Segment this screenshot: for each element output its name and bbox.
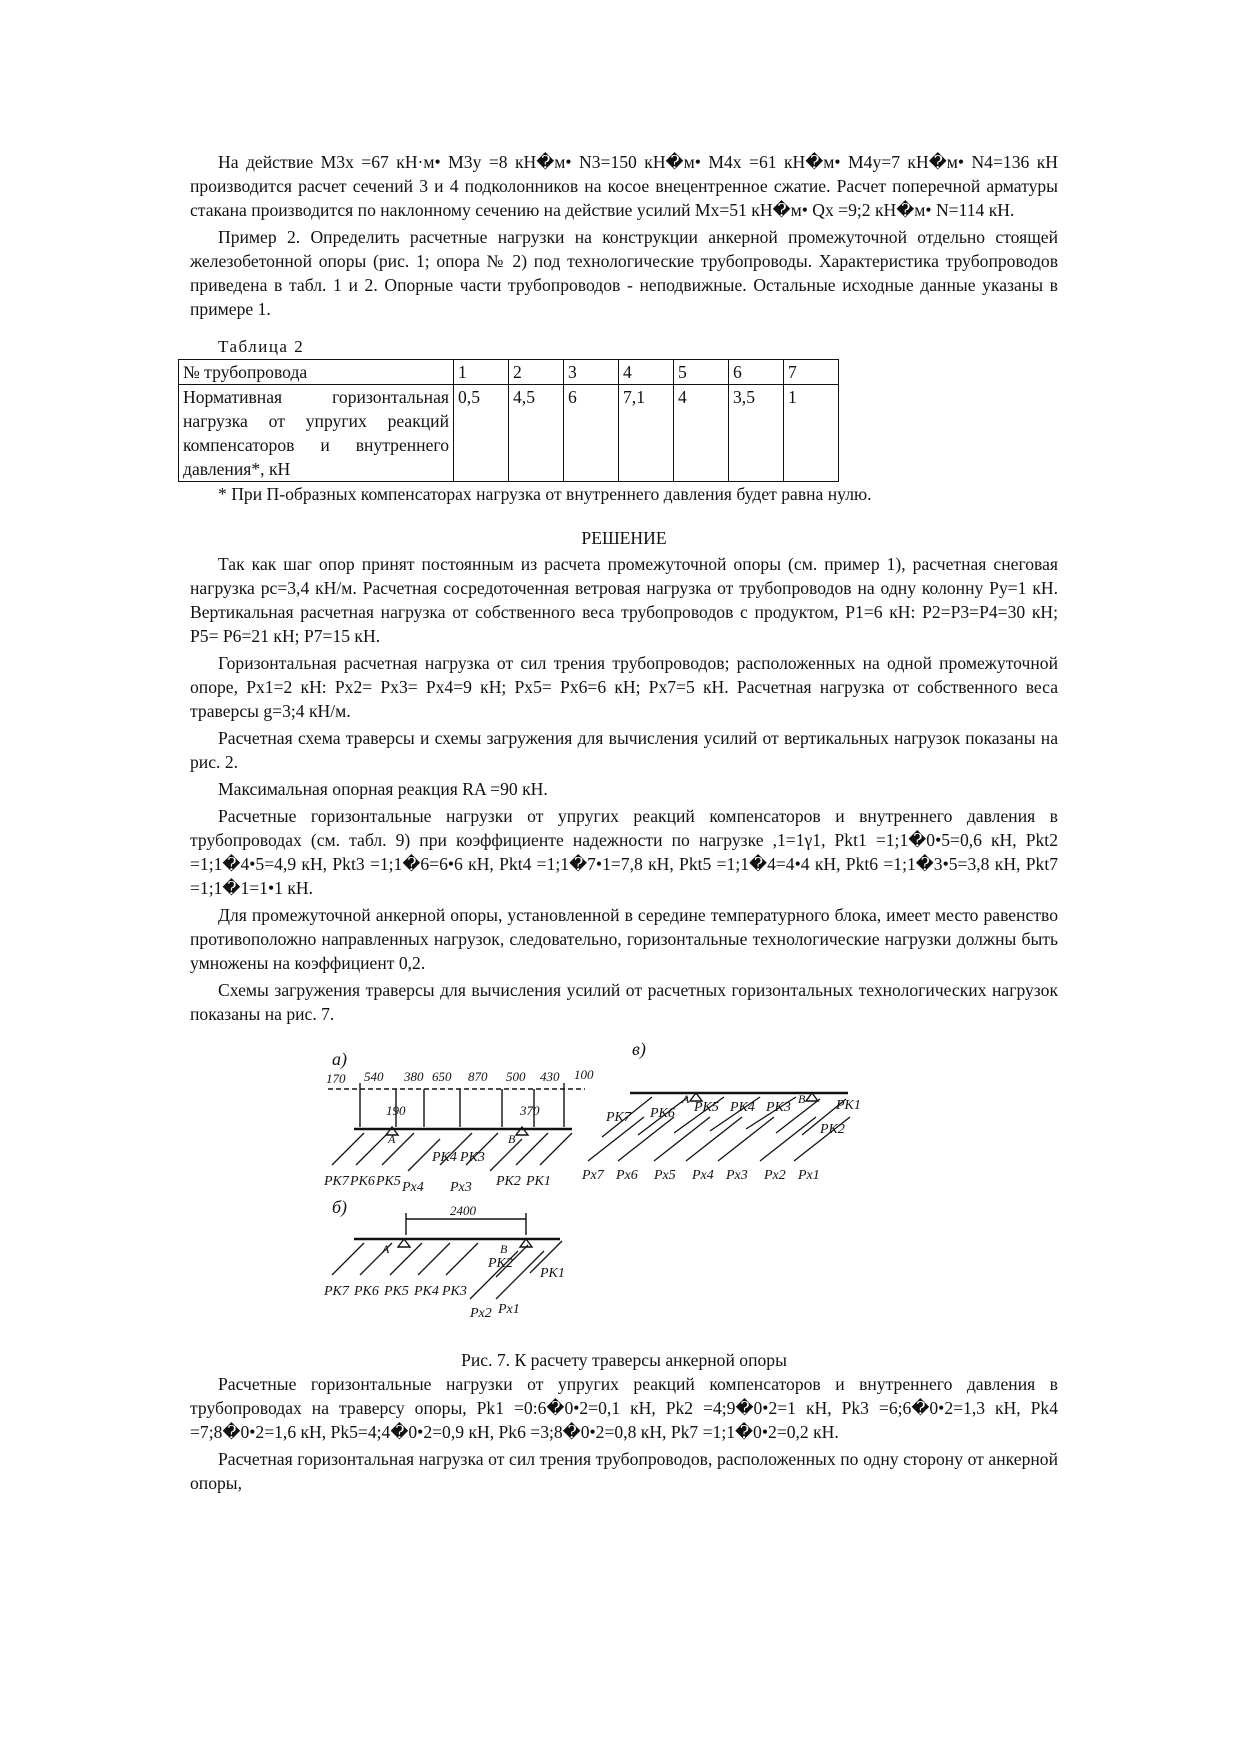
paragraph-anchor: Для промежуточной анкерной опоры, установленной в середине температурного блока, имеет место равенство противоположно направленных нагрузок, следовательно, горизонтальные технологические нагрузки должны быть умножены на коэффициент 0,2.	[190, 905, 1058, 973]
row-label: Нормативная горизонтальная нагрузка от упругих реакций компенсаторов и внутреннего давления*, кН	[179, 385, 454, 482]
paragraph-snow-load: Так как шаг опор принят постоянным из расчета промежуточной опоры (см. пример 1), расчетная снеговая нагрузка pc=3,4 кН/м. Расчетная сосредоточенная ветровая нагрузка от трубопроводов на одну колонну Py=1 кН. Вертикальная расчетная нагрузка от собственного веса трубопроводов с продуктом, P1=6 кН: P2=P3=P4=30 кН; P5= P6=21 кН; P7=15 кН.	[190, 554, 1058, 646]
pipeline-table	[178, 359, 839, 482]
support-b-v: B	[798, 1092, 806, 1106]
support-b-b: B	[500, 1242, 508, 1256]
dim: 500	[506, 1069, 526, 1084]
load-label: Px5	[654, 1168, 676, 1183]
table-cell: 1	[784, 385, 839, 482]
dim: 430	[540, 1069, 560, 1084]
load-label: PK2	[820, 1122, 845, 1137]
load-label: Px1	[798, 1168, 820, 1183]
col-header: 2	[509, 360, 564, 385]
load-label: Px6	[616, 1168, 638, 1183]
load-label: PK4	[730, 1100, 755, 1115]
load-label: PK3	[766, 1100, 791, 1115]
load-label: PK4	[432, 1150, 457, 1165]
figure-7-diagram	[320, 1037, 940, 1332]
load-label: Px4	[692, 1168, 714, 1183]
load-label: Px3	[450, 1180, 472, 1195]
table-header-label: № трубопровода	[179, 360, 454, 385]
col-header: 5	[674, 360, 729, 385]
load-label: PK7	[606, 1110, 631, 1125]
dim: 380	[404, 1069, 424, 1084]
paragraph-forces: На действие M3x =67 кН·м• M3y =8 кН�м• N3=150 кН�м• M4x =61 кН�м• M4y=7 кН�м• N4=136 кН производится расчет сечений 3 и 4 подколонников на косое внецентренное сжатие. Расчет поперечной арматуры стакана производится по наклонному сечению на действие усилий Mx=51 кН�м• Qx =9;2 кН�м• N=114 кН.	[190, 152, 1058, 220]
table-cell: 7,1	[619, 385, 674, 482]
load-label: Px3	[726, 1168, 748, 1183]
section-heading: РЕШЕНИЕ	[581, 528, 667, 548]
load-label: PK3	[442, 1284, 467, 1299]
dim: 540	[364, 1069, 384, 1084]
col-header: 6	[729, 360, 784, 385]
label-a: а)	[332, 1049, 347, 1069]
col-header: 3	[564, 360, 619, 385]
table-cell: 3,5	[729, 385, 784, 482]
paragraph-friction-anchor: Расчетная горизонтальная нагрузка от сил трения трубопроводов, расположенных по одну сторону от анкерной опоры,	[190, 1449, 1058, 1493]
load-label: PK1	[540, 1266, 565, 1281]
load-label: PK6	[350, 1174, 375, 1189]
table-caption: Таблица 2	[218, 337, 305, 356]
load-label: PK1	[836, 1098, 861, 1113]
paragraph-example-2: Пример 2. Определить расчетные нагрузки на конструкции анкерной промежуточной отдельно стоящей железобетонной опоры (рис. 1; опора № 2) под технологические трубопроводы. Характеристика трубопроводов приведена в табл. 1 и 2. Опорные части трубопроводов - неподвижные. Остальные исходные данные указаны в примере 1.	[190, 227, 1058, 319]
load-label: PK6	[650, 1106, 675, 1121]
table-header-row	[179, 360, 839, 385]
dim: 100	[574, 1067, 594, 1082]
dim: 870	[468, 1069, 488, 1084]
figure-caption: Рис. 7. К расчету траверсы анкерной опоры	[461, 1350, 787, 1370]
load-label: PK6	[354, 1284, 379, 1299]
load-label: PK4	[414, 1284, 439, 1299]
load-label: PK2	[488, 1256, 513, 1271]
dim-190: 190	[386, 1103, 406, 1118]
table-row	[179, 385, 839, 482]
dim: 170	[326, 1071, 346, 1086]
table-cell: 4	[674, 385, 729, 482]
load-label: PK3	[460, 1150, 485, 1165]
col-header: 1	[454, 360, 509, 385]
dim-2400: 2400	[450, 1203, 476, 1218]
load-label: PK7	[324, 1284, 349, 1299]
load-label: PK2	[496, 1174, 521, 1189]
document-page	[183, 150, 1058, 1498]
label-v: в)	[632, 1039, 646, 1059]
load-label: Px4	[402, 1180, 424, 1195]
paragraph-compensators: Расчетные горизонтальные нагрузки от упругих реакций компенсаторов и внутреннего давления в трубопроводах (см. табл. 9) при коэффициенте надежности по нагрузке ,1=1γ1, Pkt1 =1;1�0•5=0,6 кН, Pkt2 =1;1�4•5=4,9 кН, Pkt3 =1;1�6=6•6 кН, Pkt4 =1;1�7•1=7,8 кН, Pkt5 =1;1�4=4•4 кН, Pkt6 =1;1�3•5=3,8 кН, Pkt7 =1;1�1=1•1 кН.	[190, 806, 1058, 898]
table-cell: 0,5	[454, 385, 509, 482]
table-footnote: * При П-образных компенсаторах нагрузка от внутреннего давления будет равна нулю.	[218, 484, 872, 504]
load-label: Px2	[764, 1168, 786, 1183]
load-label: Px2	[470, 1306, 492, 1321]
load-label: PK1	[526, 1174, 551, 1189]
col-header: 4	[619, 360, 674, 385]
load-label: PK5	[376, 1174, 401, 1189]
load-label: Px7	[582, 1168, 604, 1183]
paragraph-traverse-loads: Расчетные горизонтальные нагрузки от упругих реакций компенсаторов и внутреннего давления в трубопроводах на траверсу опоры, Pk1 =0:6�0•2=0,1 кН, Pk2 =4;9�0•2=1 кН, Pk3 =6;6�0•2=1,3 кН, Pk4 =7;8�0•2=1,6 кН, Pk5=4;4�0•2=0,9 кН, Pk6 =3;8�0•2=0,8 кН, Pk7 =1;1�0•2=0,2 кН.	[190, 1374, 1058, 1442]
paragraph-scheme: Расчетная схема траверсы и схемы загружения для вычисления усилий от вертикальных нагрузок показаны на рис. 2.	[190, 728, 1058, 772]
dim: 650	[432, 1069, 452, 1084]
dim-370: 370	[520, 1103, 540, 1118]
paragraph-friction: Горизонтальная расчетная нагрузка от сил трения трубопроводов; расположенных на одной промежуточной опоре, Px1=2 кН: Px2= Px3= Px4=9 кН; Px5= Px6=6 кН; Px7=5 кН. Расчетная нагрузка от собственного веса траверсы g=3;4 кН/м.	[190, 653, 1058, 721]
load-label: PK7	[324, 1174, 349, 1189]
paragraph-reaction: Максимальная опорная реакция RA =90 кН.	[218, 779, 548, 799]
load-label: PK5	[384, 1284, 409, 1299]
label-b: б)	[332, 1197, 348, 1217]
table-cell: 6	[564, 385, 619, 482]
load-label: Px1	[498, 1302, 520, 1317]
support-b-a: B	[508, 1132, 516, 1146]
paragraph-fig-ref: Схемы загружения траверсы для вычисления усилий от расчетных горизонтальных технологических нагрузок показаны на рис. 7.	[190, 980, 1058, 1024]
load-label: PK5	[694, 1100, 719, 1115]
support-a-v: A	[682, 1092, 690, 1106]
table-cell: 4,5	[509, 385, 564, 482]
support-a-b: A	[382, 1242, 390, 1256]
support-a-a: A	[388, 1132, 396, 1146]
col-header: 7	[784, 360, 839, 385]
